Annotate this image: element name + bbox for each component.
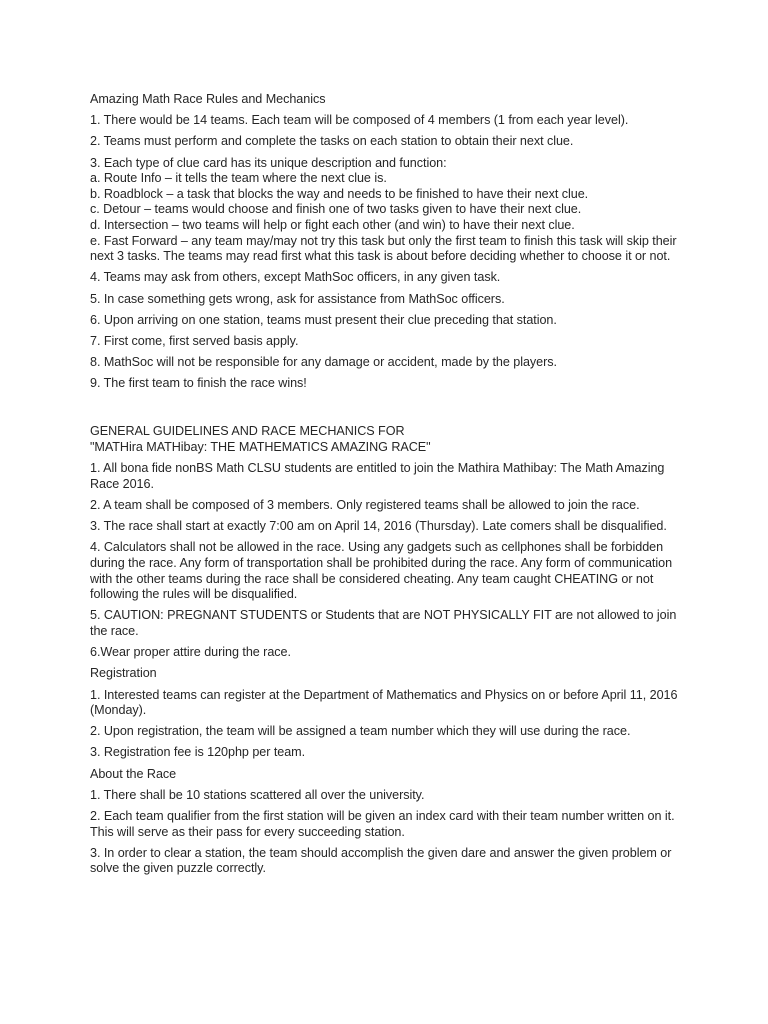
rule-1: 1. There would be 14 teams. Each team will be composed of 4 members (1 from each year level). [90,113,629,128]
rule-2: 2. Teams must perform and complete the tasks on each station to obtain their next clue. [90,134,574,149]
guideline-1: 1. All bona fide nonBS Math CLSU students are entitled to join the Mathira Mathibay: The Math Amazing Race 2016. [90,461,665,491]
guideline-5: 5. CAUTION: PREGNANT STUDENTS or Students that are NOT PHYSICALLY FIT are not allowed to join the race. [90,608,677,638]
guidelines-title-line-1: GENERAL GUIDELINES AND RACE MECHANICS FOR [90,424,405,439]
section-title-registration: Registration [90,666,157,681]
rule-6: 6. Upon arriving on one station, teams must present their clue preceding that station. [90,312,557,327]
registration-2: 2. Upon registration, the team will be assigned a team number which they will use during the race. [90,724,631,739]
guideline-3: 3. The race shall start at exactly 7:00 am on April 14, 2016 (Thursday). Late comers shall be disqualified. [90,519,667,534]
clue-intersection: d. Intersection – two teams will help or fight each other (and win) to have their next clue. [90,217,575,232]
clue-route-info: a. Route Info – it tells the team where the next clue is. [90,171,387,186]
rule-4: 4. Teams may ask from others, except MathSoc officers, in any given task. [90,270,501,285]
guideline-4: 4. Calculators shall not be allowed in the race. Using any gadgets such as cellphones shall be forbidden during the race. Any form of transportation shall be prohibited during the race. Any form of communication with the other teams during the race shall be considered cheating. Any team caught CHEATING or not following the rules will be disqualified. [90,540,673,602]
clue-roadblock: b. Roadblock – a task that blocks the way and needs to be finished to have their next clue. [90,186,589,201]
rule-7: 7. First come, first served basis apply. [90,333,299,348]
about-1: 1. There shall be 10 stations scattered all over the university. [90,787,425,802]
registration-1: 1. Interested teams can register at the Department of Mathematics and Physics on or before April 11, 2016 (Monday). [90,687,678,718]
clue-detour: c. Detour – teams would choose and finish one of two tasks given to have their next clue. [90,202,582,217]
rule-8: 8. MathSoc will not be responsible for any damage or accident, made by the players. [90,355,557,370]
guidelines-title-line-2: "MATHira MATHibay: THE MATHEMATICS AMAZING RACE" [90,440,431,455]
clue-fast-forward: e. Fast Forward – any team may/may not try this task but only the first team to finish this task will skip their next 3 tasks. The teams may read first what this task is about before deciding whether to choose it or not. [90,233,677,264]
about-2: 2. Each team qualifier from the first station will be given an index card with their team number written on it. This will serve as their pass for every succeeding station. [90,809,675,839]
section-title-guidelines [90,424,680,455]
section-spacer [90,397,680,424]
rule-3 [90,156,680,265]
rule-9: 9. The first team to finish the race wins! [90,376,307,391]
about-3: 3. In order to clear a station, the team should accomplish the given dare and answer the given problem or solve the given puzzle correctly. [90,845,672,876]
rule-3-intro: 3. Each type of clue card has its unique description and function: [90,155,447,170]
guideline-6: 6.Wear proper attire during the race. [90,645,291,660]
registration-3: 3. Registration fee is 120php per team. [90,745,306,760]
guideline-2: 2. A team shall be composed of 3 members. Only registered teams shall be allowed to join the race. [90,498,640,512]
section-title-about: About the Race [90,766,177,781]
section-title-rules: Amazing Math Race Rules and Mechanics [90,92,326,106]
rule-5: 5. In case something gets wrong, ask for assistance from MathSoc officers. [90,291,505,306]
document-body [90,92,680,883]
